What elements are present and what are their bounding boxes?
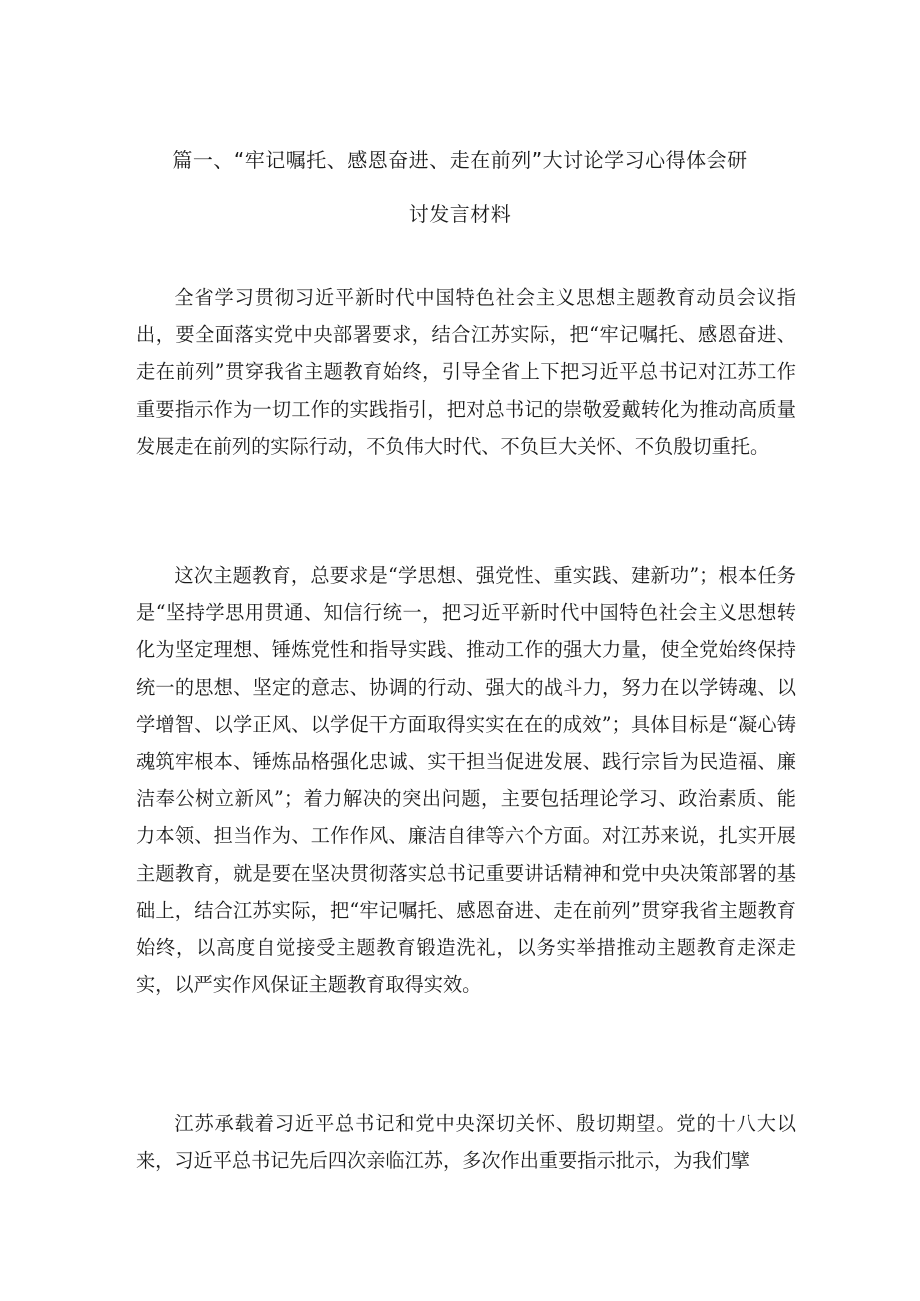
body-paragraph-2: 这次主题教育，总要求是“学思想、强党性、重实践、建新功”；根本任务是“坚持学思用贯通、知信行统一，把习近平新时代中国特色社会主义思想转化为坚定理想、锤炼党性和指导实践、推动工作的强大力量，使全党始终保持统一的思想、坚定的意志、协调的行动、强大的战斗力，努力在以学铸魂、以学增智、以学正风、以学促干方面取得实实在在的成效”；具体目标是“凝心铸魂筑牢根本、锤炼品格强化忠诚、实干担当促进发展、践行宗旨为民造福、廉洁奉公树立新风”；着力解决的突出问题，主要包括理论学习、政治素质、能力本领、担当作为、工作作风、廉洁自律等六个方面。对江苏来说，扎实开展主题教育，就是要在坚决贯彻落实总书记重要讲话精神和党中央决策部署的基础上，结合江苏实际，把“牢记嘱托、感恩奋进、走在前列”贯穿我省主题教育始终，以高度自觉接受主题教育锻造洗礼，以务实举措推动主题教育走深走实，以严实作风保证主题教育取得实效。 xyxy=(136,564,796,997)
document-title-line-2: 讨发言材料 xyxy=(408,202,512,226)
body-paragraph-1: 全省学习贯彻习近平新时代中国特色社会主义思想主题教育动员会议指出，要全面落实党中央部署要求，结合江苏实际，把“牢记嘱托、感恩奋进、走在前列”贯穿我省主题教育始终，引导全省上下把习近平总书记对江苏工作重要指示作为一切工作的实践指引，把对总书记的崇敬爱戴转化为推动高质量发展走在前列的实际行动，不负伟大时代、不负巨大关怀、不负殷切重托。 xyxy=(136,286,796,458)
body-paragraph-3: 江苏承载着习近平总书记和党中央深切关怀、殷切期望。党的十八大以来，习近平总书记先后四次亲临江苏，多次作出重要指示批示，为我们擘 xyxy=(136,1112,796,1173)
document-title-line-1: 篇一、“牢记嘱托、感恩奋进、走在前列”大讨论学习心得体会研 xyxy=(172,148,748,172)
